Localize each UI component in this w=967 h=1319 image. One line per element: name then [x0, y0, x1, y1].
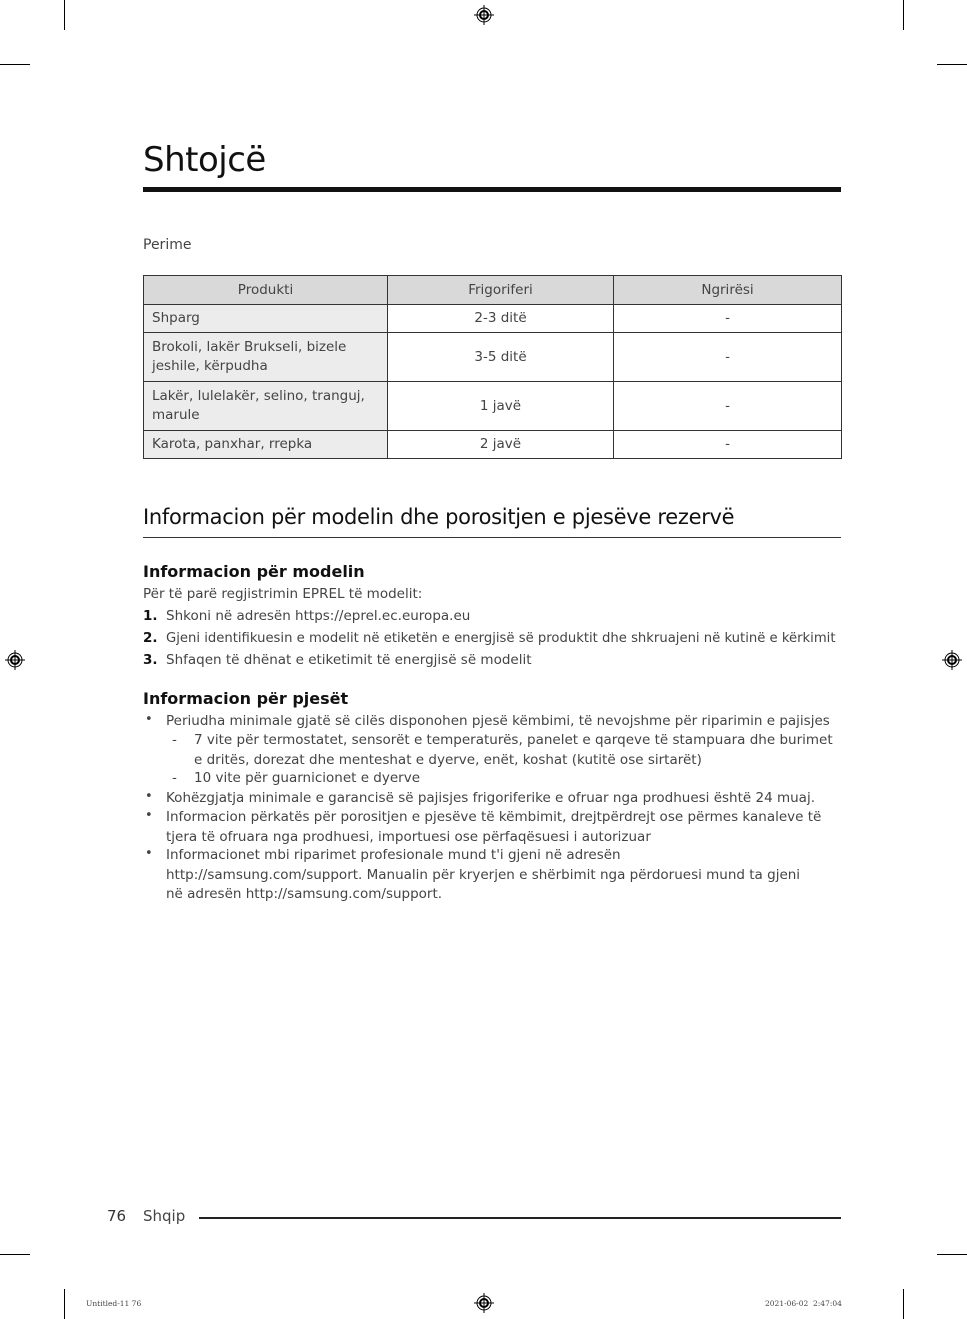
parts-info-heading: Informacion për pjesët: [143, 689, 349, 708]
step-text: Gjeni identifikuesin e modelit në etiketën e energjisë së produktit dhe shkruajeni në kutinë e kërkimit: [166, 631, 836, 646]
bullet-icon: •: [145, 712, 153, 727]
registration-mark-icon: [5, 650, 25, 670]
step-number: 3.: [143, 652, 158, 668]
sub-item-text: 10 vite për guarnicionet e dyerve: [194, 770, 421, 786]
step-text: Shkoni në adresën https://eprel.ec.europa.eu: [166, 608, 471, 624]
crop-mark: [937, 1254, 967, 1255]
model-info-heading: Informacion për modelin: [143, 562, 365, 581]
cell-fridge: 3-5 ditë: [388, 333, 614, 382]
sub-item-text: 7 vite për termostatet, sensorët e temperaturës, panelet e qarqeve të stampuara dhe burimet e dritës, dorezat dhe menteshat e dyerve, enët, koshat (kutitë ose sirtarët): [194, 732, 833, 768]
bullet-icon: •: [145, 789, 153, 804]
table-header-row: [144, 276, 842, 305]
crop-mark: [64, 1289, 65, 1319]
crop-mark: [903, 0, 904, 30]
header-freezer: Ngrirësi: [614, 276, 842, 305]
model-info-intro: Për të parë regjistrimin EPREL të modelit:: [143, 586, 423, 602]
bullet-text: Periudha minimale gjatë së cilës disponohen pjesë këmbimi, të nevojshme për riparimin e pajisjes: [166, 713, 830, 729]
registration-mark-icon: [474, 5, 494, 25]
cell-freezer: -: [614, 431, 842, 459]
print-slug-date: 2021-06-02 ￼￼ 2:47:04: [765, 1299, 842, 1308]
dash-icon: -: [172, 732, 177, 748]
crop-mark: [64, 0, 65, 30]
cell-freezer: -: [614, 305, 842, 333]
cell-product: Karota, panxhar, rrepka: [144, 431, 388, 459]
crop-mark: [0, 1254, 30, 1255]
page-number: 76: [107, 1207, 127, 1225]
table-caption: Perime: [143, 237, 192, 253]
crop-mark: [937, 64, 967, 65]
page-title: Shtojcë: [143, 140, 266, 180]
footer-language: Shqip: [143, 1207, 186, 1225]
bullet-text: Informacion përkatës për porositjen e pjesëve të këmbimit, drejtpërdrejt ose përmes kanaleve të tjera të ofruara nga prodhuesi, importuesi ose përfaqësuesi i autorizuar: [166, 809, 822, 845]
footer-rule: [199, 1217, 841, 1219]
crop-mark: [903, 1289, 904, 1319]
step-text: Shfaqen të dhënat e etiketimit të energjisë së modelit: [166, 652, 532, 668]
step-number: 1.: [143, 608, 158, 624]
bullet-text: Kohëzgjatja minimale e garancisë së pajisjes frigoriferike e ofruar nga prodhuesi është 24 muaj.: [166, 790, 815, 806]
bullet-icon: •: [145, 808, 153, 823]
print-slug-file: Untitled-11 76: [86, 1299, 142, 1308]
dash-icon: -: [172, 770, 177, 786]
table-row: [144, 305, 842, 333]
cell-fridge: 1 javë: [388, 382, 614, 431]
storage-table: [143, 275, 842, 459]
header-product: Produkti: [144, 276, 388, 305]
step-number: 2.: [143, 630, 158, 646]
bullet-text: Informacionet mbi riparimet profesionale mund t'i gjeni në adresën http://samsung.com/support. Manualin për kryerjen e shërbimit nga përdoruesi mund ta gjeni në adresën http://samsung.com/support.: [166, 847, 801, 902]
cell-freezer: -: [614, 382, 842, 431]
header-fridge: Frigoriferi: [388, 276, 614, 305]
title-rule: [143, 187, 841, 192]
cell-fridge: 2-3 ditë: [388, 305, 614, 333]
cell-freezer: -: [614, 333, 842, 382]
cell-fridge: 2 javë: [388, 431, 614, 459]
section-rule: [143, 537, 841, 538]
registration-mark-icon: [942, 650, 962, 670]
crop-mark: [0, 64, 30, 65]
table-row: [144, 382, 842, 431]
cell-product: Brokoli, lakër Brukseli, bizele jeshile, kërpudha: [144, 333, 388, 382]
cell-product: Shparg: [144, 305, 388, 333]
bullet-icon: •: [145, 846, 153, 861]
section-heading: Informacion për modelin dhe porositjen e pjesëve rezervë: [143, 505, 735, 529]
table-row: [144, 431, 842, 459]
table-row: [144, 333, 842, 382]
registration-mark-icon: [474, 1293, 494, 1313]
cell-product: Lakër, lulelakër, selino, tranguj, marule: [144, 382, 388, 431]
